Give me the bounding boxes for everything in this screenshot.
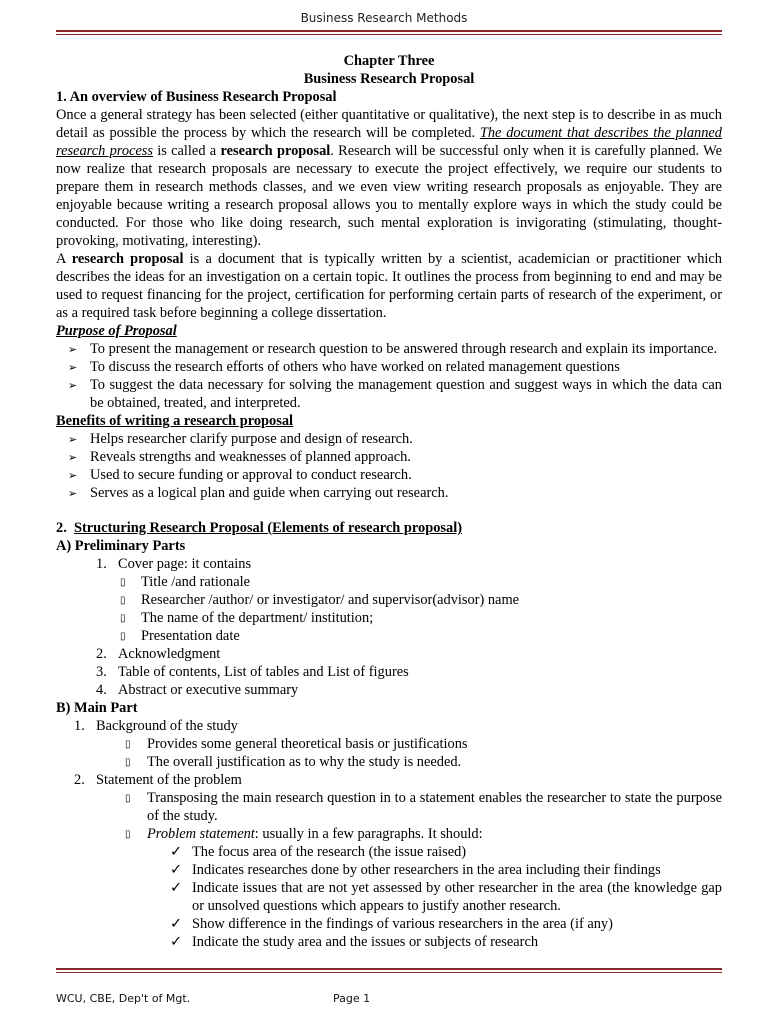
list-item: ▯ The overall justification as to why the study is needed. <box>125 754 462 770</box>
list-item: ▯ Title /and rationale <box>120 574 250 590</box>
list-item: 2. Statement of the problem <box>74 772 242 788</box>
list-item: ✓ Indicate issues that are not yet assessed by other researcher in the area (the knowledge gap or unsolved questions which appears to justify another research. <box>170 880 722 914</box>
page-number: Page 1 <box>333 992 371 1005</box>
list-item: 3. Table of contents, List of tables and List of figures <box>96 664 409 680</box>
list-item: ▯ Provides some general theoretical basis or justifications <box>125 736 468 752</box>
document-body <box>56 52 722 951</box>
check-icon: ✓ <box>170 934 183 950</box>
list-item: ➢ Reveals strengths and weaknesses of planned approach. <box>68 449 411 465</box>
square-bullet-icon: ▯ <box>125 829 131 840</box>
arrow-bullet-icon: ➢ <box>68 452 78 464</box>
definition-paragraph: A research proposal is a document that is typically written by a scientist, academician or practitioner which describes the ideas for an investigation on a certain topic. It outlines the process from beginning to end and may be used to request financing for the project, certification for performing certain parts of research of the experiment, or as a required task before beginning a college dissertation. <box>56 251 722 321</box>
list-item: 2. Acknowledgment <box>96 646 221 662</box>
footer-department: WCU, CBE, Dep't of Mgt. <box>56 992 191 1005</box>
list-item: ✓ The focus area of the research (the issue raised) <box>170 844 467 860</box>
list-item: ▯ Presentation date <box>120 628 240 644</box>
square-bullet-icon: ▯ <box>120 631 126 642</box>
part-a-heading: A) Preliminary Parts <box>56 538 186 554</box>
arrow-bullet-icon: ➢ <box>68 362 78 374</box>
list-item: ➢ To suggest the data necessary for solving the management question and suggest ways in which the data can be obtained, treated, and interpreted. <box>68 377 722 411</box>
list-item: ➢ To discuss the research efforts of others who have worked on related management questions <box>68 359 620 375</box>
benefits-heading: Benefits of writing a research proposal <box>56 413 294 429</box>
list-item: ▯ The name of the department/ institution; <box>120 610 374 626</box>
check-icon: ✓ <box>170 862 183 878</box>
list-item: ➢ To present the management or research question to be answered through research and explain its importance. <box>68 341 718 357</box>
arrow-bullet-icon: ➢ <box>68 488 78 500</box>
chapter-number: Chapter Three <box>343 53 435 69</box>
arrow-bullet-icon: ➢ <box>68 470 78 482</box>
overview-paragraph: Once a general strategy has been selected (either quantitative or qualitative), the next step is to describe in as much detail as possible the process by which the research will be completed. The document that describes the planned research process is called a research proposal. Research will be successful only when it is carefully planned. We now realize that research proposals are necessary to execute the project effectively, we require our students to prepare them in research methods classes, and we even view writing research proposals as enjoyable. They are enjoyable because writing a research proposal allows you to mentally explore ways in which the study could be conducted. For those who like doing research, such mental exploration is invigorating (stimulating, thought-provoking, motivating, interesting). <box>56 107 722 249</box>
list-item: 1. Cover page: it contains <box>96 556 252 572</box>
purpose-heading: Purpose of Proposal <box>56 323 177 339</box>
list-item: 4. Abstract or executive summary <box>96 682 299 698</box>
list-item: ✓ Indicate the study area and the issues or subjects of research <box>170 934 539 950</box>
square-bullet-icon: ▯ <box>125 739 131 750</box>
list-item: ✓ Indicates researches done by other researchers in the area including their findings <box>170 862 661 878</box>
check-icon: ✓ <box>170 844 183 860</box>
section2-heading: 2. Structuring Research Proposal (Elements of research proposal) <box>56 520 462 536</box>
square-bullet-icon: ▯ <box>120 577 126 588</box>
running-header: Business Research Methods <box>300 11 468 25</box>
square-bullet-icon: ▯ <box>125 757 131 768</box>
check-icon: ✓ <box>170 880 183 896</box>
list-item: 1. Background of the study <box>74 718 238 734</box>
square-bullet-icon: ▯ <box>120 595 126 606</box>
list-item: ➢ Used to secure funding or approval to conduct research. <box>68 467 412 483</box>
part-b-heading: B) Main Part <box>56 700 138 716</box>
arrow-bullet-icon: ➢ <box>68 344 78 356</box>
square-bullet-icon: ▯ <box>120 613 126 624</box>
list-item: ✓ Show difference in the findings of various researchers in the area (if any) <box>170 916 613 932</box>
arrow-bullet-icon: ➢ <box>68 380 78 392</box>
list-item: ➢ Helps researcher clarify purpose and design of research. <box>68 431 413 447</box>
section1-heading: 1. An overview of Business Research Proposal <box>56 89 337 105</box>
arrow-bullet-icon: ➢ <box>68 434 78 446</box>
list-item: ▯ Transposing the main research question in to a statement enables the researcher to state the purpose of the study. <box>125 790 722 824</box>
check-icon: ✓ <box>170 916 183 932</box>
footer-rule <box>56 968 722 970</box>
list-item: ▯ Researcher /author/ or investigator/ and supervisor(advisor) name <box>120 592 520 608</box>
footer-rule-thin <box>56 972 722 973</box>
list-item: ▯ Problem statement: usually in a few paragraphs. It should: <box>125 826 483 842</box>
chapter-title: Business Research Proposal <box>303 71 475 87</box>
list-item: ➢ Serves as a logical plan and guide when carrying out research. <box>68 485 449 501</box>
square-bullet-icon: ▯ <box>125 793 131 804</box>
header-rule-thin <box>56 34 722 35</box>
header-rule <box>56 30 722 32</box>
